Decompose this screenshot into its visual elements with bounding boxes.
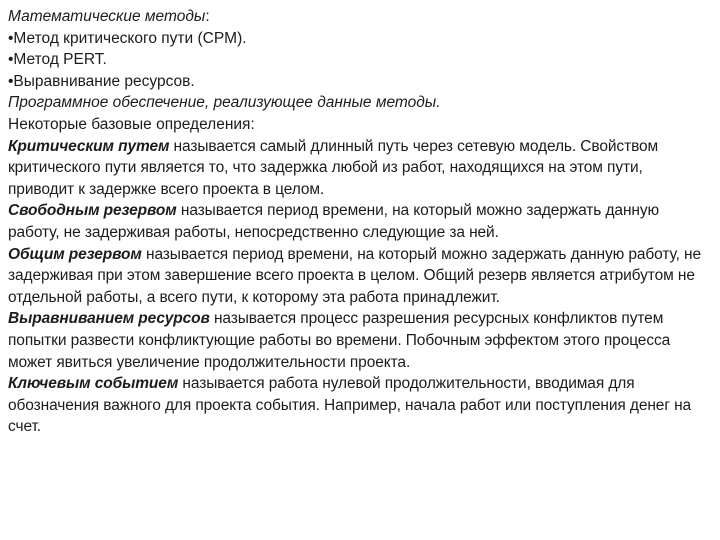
definition-term: Общим резервом (8, 245, 142, 263)
definition-text: называется самый длинный путь через сетевую модель. Свойством критического пути является то, что задержка любой из работ, находящихся на этом пути, приводит к задержке всего проекта в целом. (8, 137, 659, 198)
definition-text: называется процесс разрешения ресурсных конфликтов путем попытки развести конфликтующие работы во времени. Побочным эффектом этого процесса может явиться увеличение продолжительности проекта. (8, 310, 671, 371)
software-line: Программное обеспечение, реализующее данные методы. (8, 94, 441, 112)
definition-text: называется работа нулевой продолжительности, вводимая для обозначения важного для проекта события. Например, начала работ или поступления денег на счет. (8, 375, 692, 436)
definition-milestone (8, 373, 710, 438)
methods-heading-label: Математические методы (8, 8, 206, 25)
method-item-cpm: •Метод критического пути (CPM). (8, 29, 247, 47)
definitions-intro: Некоторые базовые определения: (8, 115, 255, 133)
definition-critical-path (8, 136, 710, 201)
definition-term: Ключевым событием (8, 375, 179, 393)
definition-text: называется период времени, на который можно задержать данную работу, не задерживая работы, непосредственно следующие за ней. (8, 202, 660, 241)
definition-term: Критическим путем (8, 137, 170, 155)
definition-resource-leveling (8, 308, 710, 373)
method-item-pert: •Метод PERT. (8, 51, 107, 69)
method-item-resource-leveling: •Выравнивание ресурсов. (8, 72, 195, 90)
definition-term: Свободным резервом (8, 202, 177, 220)
definition-term: Выравниванием ресурсов (8, 310, 210, 328)
methods-heading-colon: : (205, 8, 210, 25)
definition-text: называется период времени, на который можно задержать данную работу, не задерживая при этом завершение всего проекта в целом. Общий резерв является атрибутом не отдельной работы, а всего пути, к которому эта работа принадлежит. (8, 245, 702, 306)
definition-free-float (8, 200, 710, 243)
definition-total-float (8, 244, 710, 309)
methods-heading (8, 6, 710, 28)
